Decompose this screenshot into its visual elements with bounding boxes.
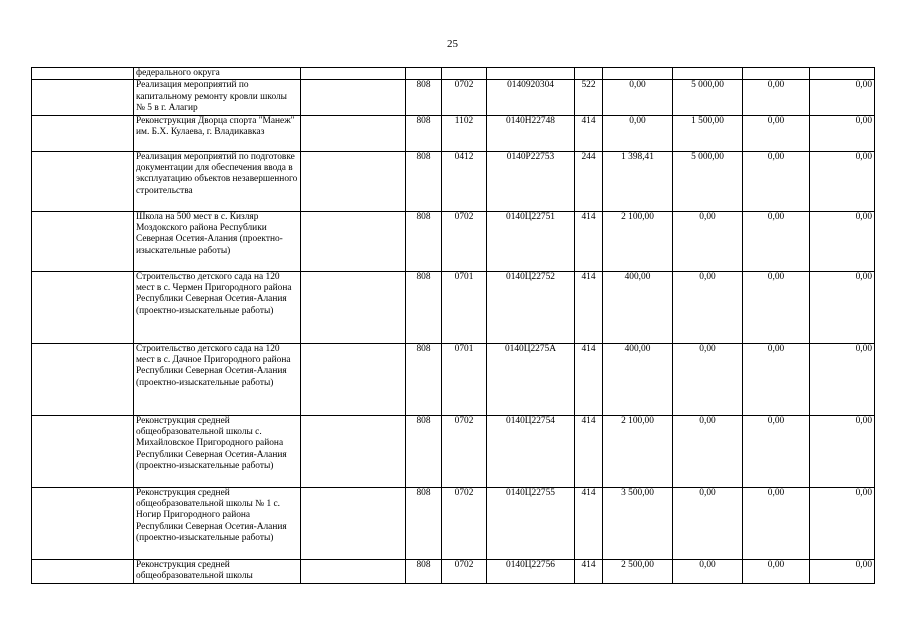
- cell-empty: [301, 487, 406, 559]
- cell-value-3: 0,00: [743, 115, 810, 151]
- cell-value-4: 0,00: [810, 211, 875, 271]
- cell-value-4: 0,00: [810, 415, 875, 487]
- cell-value-1: 400,00: [603, 271, 673, 343]
- cell-section-code: 0701: [442, 271, 487, 343]
- cell-empty: [32, 271, 134, 343]
- cell-value-1: 2 100,00: [603, 211, 673, 271]
- cell-empty: [32, 211, 134, 271]
- cell-section-code: 0412: [442, 151, 487, 211]
- cell-name: федерального округа: [134, 68, 301, 80]
- cell-empty: [301, 68, 406, 80]
- cell-expense-type: 414: [575, 343, 603, 415]
- cell-expense-type: 414: [575, 487, 603, 559]
- cell-value-2: 1 500,00: [673, 115, 743, 151]
- cell-empty: [32, 343, 134, 415]
- table-row: [32, 487, 875, 559]
- page-number: 25: [447, 38, 458, 50]
- cell-section-code: 0702: [442, 559, 487, 583]
- cell-value-4: [810, 68, 875, 80]
- cell-value-3: 0,00: [743, 271, 810, 343]
- cell-ministry-code: 808: [406, 415, 442, 487]
- cell-expense-type: 414: [575, 415, 603, 487]
- cell-value-3: 0,00: [743, 343, 810, 415]
- cell-ministry-code: 808: [406, 115, 442, 151]
- cell-value-4: 0,00: [810, 343, 875, 415]
- cell-target-code: 0140Р22753: [487, 151, 575, 211]
- cell-section-code: 0701: [442, 343, 487, 415]
- cell-empty: [301, 415, 406, 487]
- cell-name: Реконструкция средней общеобразовательной школы: [134, 559, 301, 583]
- cell-value-3: 0,00: [743, 211, 810, 271]
- cell-target-code: 0140Ц22755: [487, 487, 575, 559]
- cell-value-2: 0,00: [673, 343, 743, 415]
- cell-ministry-code: 808: [406, 559, 442, 583]
- cell-expense-type: 244: [575, 151, 603, 211]
- cell-target-code: 0140Ц22752: [487, 271, 575, 343]
- cell-ministry-code: 808: [406, 271, 442, 343]
- cell-empty: [32, 80, 134, 115]
- cell-value-2: 0,00: [673, 559, 743, 583]
- cell-empty: [301, 271, 406, 343]
- table-row: [32, 80, 875, 115]
- cell-name: Школа на 500 мест в с. Кизляр Моздокского района Республики Северная Осетия-Алания (проектно-изыскательные работы): [134, 211, 301, 271]
- table-row: [32, 115, 875, 151]
- cell-value-2: 5 000,00: [673, 151, 743, 211]
- cell-name: Строительство детского сада на 120 мест в с. Чермен Пригородного района Республики Северная Осетия-Алания (проектно-изыскательные работы): [134, 271, 301, 343]
- cell-ministry-code: [406, 68, 442, 80]
- cell-value-1: [603, 68, 673, 80]
- cell-value-4: 0,00: [810, 115, 875, 151]
- cell-value-4: 0,00: [810, 80, 875, 115]
- cell-value-1: 0,00: [603, 80, 673, 115]
- cell-value-3: 0,00: [743, 559, 810, 583]
- cell-empty: [301, 211, 406, 271]
- table-body: [32, 68, 875, 584]
- cell-target-code: 0140Н22748: [487, 115, 575, 151]
- cell-ministry-code: 808: [406, 487, 442, 559]
- cell-empty: [32, 151, 134, 211]
- cell-value-1: 0,00: [603, 115, 673, 151]
- cell-empty: [301, 343, 406, 415]
- cell-value-3: 0,00: [743, 151, 810, 211]
- budget-table: [31, 67, 875, 584]
- cell-value-1: 1 398,41: [603, 151, 673, 211]
- cell-ministry-code: 808: [406, 343, 442, 415]
- cell-value-1: 400,00: [603, 343, 673, 415]
- cell-empty: [32, 415, 134, 487]
- cell-name: Строительство детского сада на 120 мест в с. Дачное Пригородного района Республики Северная Осетия-Алания (проектно-изыскательные работы): [134, 343, 301, 415]
- cell-value-1: 2 500,00: [603, 559, 673, 583]
- cell-section-code: 0702: [442, 487, 487, 559]
- cell-section-code: 0702: [442, 211, 487, 271]
- cell-expense-type: 414: [575, 559, 603, 583]
- cell-value-3: 0,00: [743, 80, 810, 115]
- cell-value-2: [673, 68, 743, 80]
- cell-value-1: 3 500,00: [603, 487, 673, 559]
- cell-empty: [301, 80, 406, 115]
- cell-ministry-code: 808: [406, 211, 442, 271]
- cell-target-code: 0140Ц2275А: [487, 343, 575, 415]
- cell-section-code: 0702: [442, 415, 487, 487]
- cell-name: Реализация мероприятий по подготовке документации для обеспечения ввода в эксплуатацию объектов незавершенного строительства: [134, 151, 301, 211]
- cell-target-code: 0140Ц22754: [487, 415, 575, 487]
- cell-name: Реконструкция средней общеобразовательной школы № 1 с. Ногир Пригородного района Республики Северная Осетия-Алания (проектно-изыскательные работы): [134, 487, 301, 559]
- table-row: [32, 415, 875, 487]
- cell-empty: [32, 68, 134, 80]
- cell-value-3: [743, 68, 810, 80]
- cell-target-code: 0140Ц22751: [487, 211, 575, 271]
- cell-expense-type: 522: [575, 80, 603, 115]
- cell-empty: [301, 151, 406, 211]
- cell-value-3: 0,00: [743, 415, 810, 487]
- cell-value-2: 0,00: [673, 211, 743, 271]
- cell-name: Реконструкция Дворца спорта "Манеж" им. Б.Х. Кулаева, г. Владикавказ: [134, 115, 301, 151]
- cell-empty: [301, 115, 406, 151]
- cell-name: Реконструкция средней общеобразовательной школы с. Михайловское Пригородного района Республики Северная Осетия-Алания (проектно-изыскательные работы): [134, 415, 301, 487]
- table-row: [32, 271, 875, 343]
- cell-value-2: 0,00: [673, 271, 743, 343]
- cell-value-2: 0,00: [673, 415, 743, 487]
- cell-section-code: 1102: [442, 115, 487, 151]
- table-row: [32, 68, 875, 80]
- table-row: [32, 151, 875, 211]
- cell-ministry-code: 808: [406, 80, 442, 115]
- cell-expense-type: 414: [575, 115, 603, 151]
- cell-value-4: 0,00: [810, 487, 875, 559]
- table-row: [32, 211, 875, 271]
- cell-value-2: 5 000,00: [673, 80, 743, 115]
- cell-empty: [32, 559, 134, 583]
- cell-empty: [32, 115, 134, 151]
- cell-value-4: 0,00: [810, 271, 875, 343]
- cell-value-4: 0,00: [810, 151, 875, 211]
- cell-value-2: 0,00: [673, 487, 743, 559]
- cell-name: Реализация мероприятий по капитальному ремонту кровли школы № 5 в г. Алагир: [134, 80, 301, 115]
- cell-empty: [301, 559, 406, 583]
- cell-empty: [32, 487, 134, 559]
- cell-target-code: 0140Ц22756: [487, 559, 575, 583]
- cell-value-3: 0,00: [743, 487, 810, 559]
- cell-section-code: 0702: [442, 80, 487, 115]
- cell-value-4: 0,00: [810, 559, 875, 583]
- cell-expense-type: 414: [575, 271, 603, 343]
- cell-value-1: 2 100,00: [603, 415, 673, 487]
- cell-target-code: [487, 68, 575, 80]
- table-row: [32, 343, 875, 415]
- cell-ministry-code: 808: [406, 151, 442, 211]
- table-row: [32, 559, 875, 583]
- cell-target-code: 0140920304: [487, 80, 575, 115]
- cell-section-code: [442, 68, 487, 80]
- cell-expense-type: [575, 68, 603, 80]
- cell-expense-type: 414: [575, 211, 603, 271]
